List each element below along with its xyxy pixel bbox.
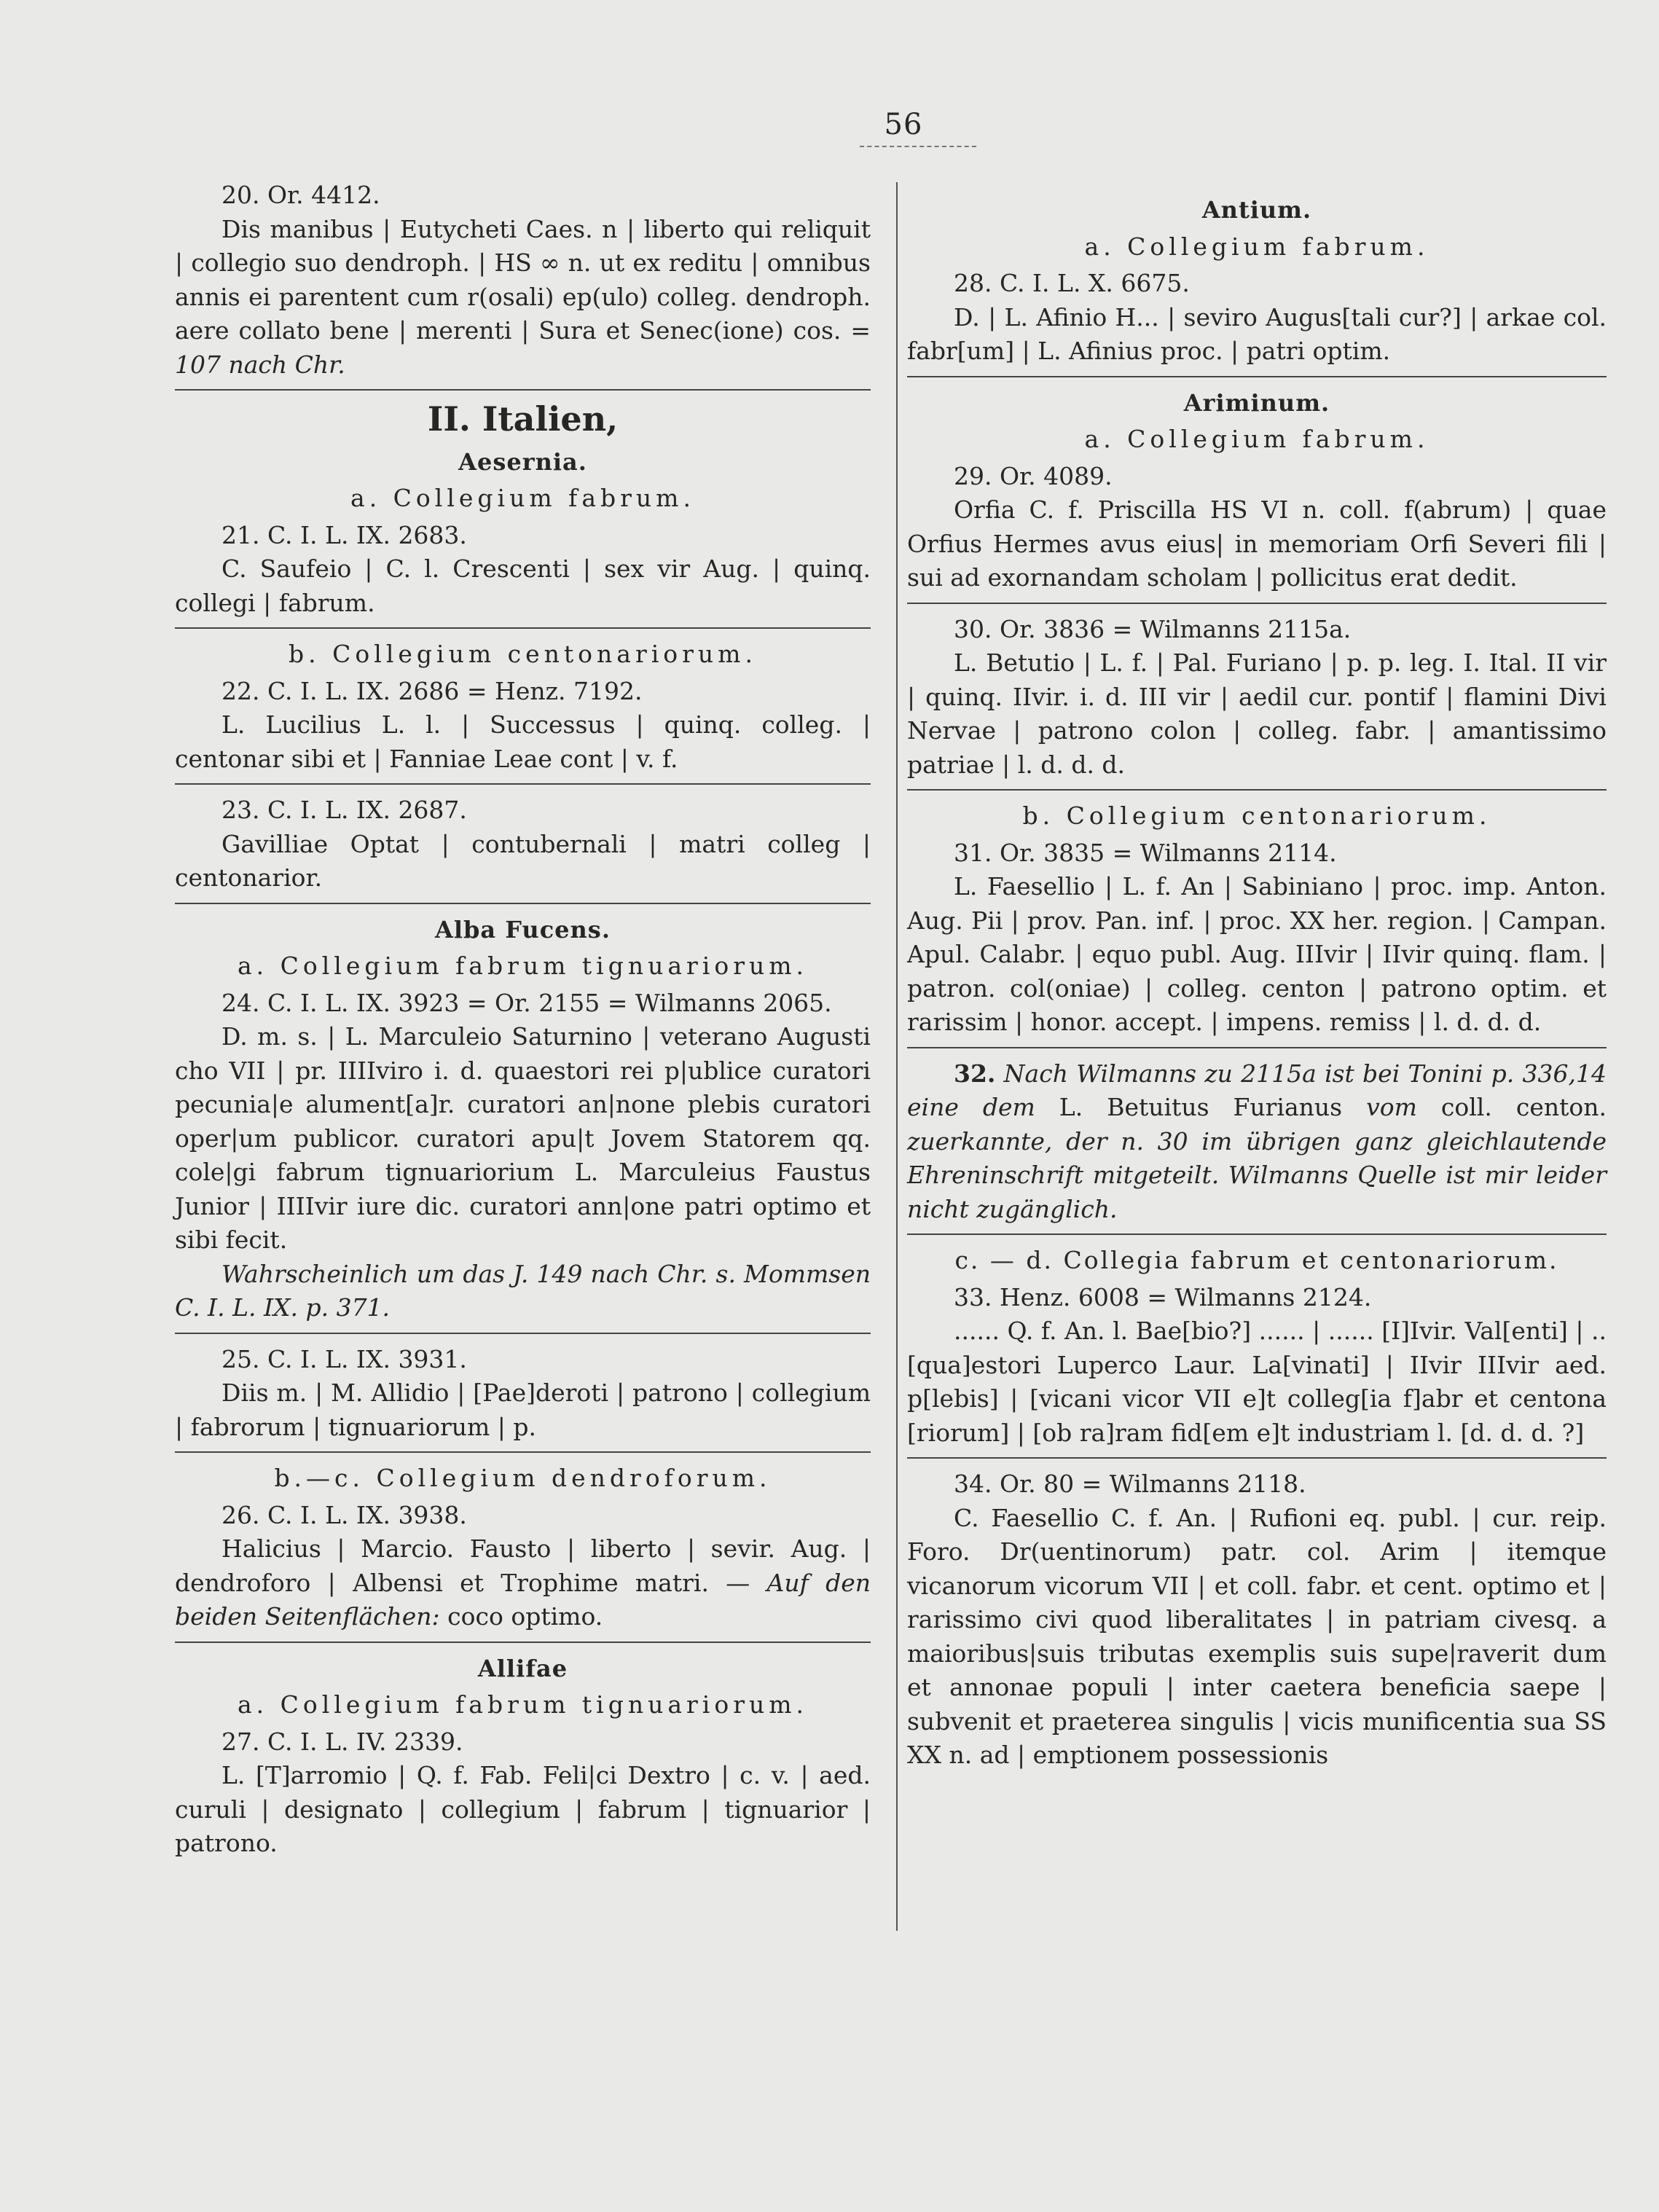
entry-26-head: 26. C. I. L. IX. 3938.: [221, 1500, 467, 1529]
entry-20-text: [175, 213, 871, 383]
rule: [175, 783, 871, 785]
entry-25-text: Diis m. | M. Allidio | [Pae]deroti | patrono | collegium | fabrorum | tignuariorum | p.: [175, 1378, 871, 1441]
entry-21: [175, 519, 871, 621]
entry-27-head: 27. C. I. L. IV. 2339.: [221, 1727, 463, 1756]
rule: [907, 376, 1607, 377]
entry-33: [907, 1281, 1607, 1451]
entry-32: [907, 1057, 1607, 1227]
entry-26: [175, 1499, 871, 1634]
entry-32-mid-1: L. Betuitus Furianus: [1035, 1093, 1367, 1121]
subheading-allifae-a: a. Collegium fabrum tignuariorum.: [237, 1690, 809, 1719]
entry-21-text: C. Saufeio | C. l. Crescenti | sex vir Aug. | quinq. collegi | fabrum.: [175, 554, 871, 617]
rule: [907, 789, 1607, 791]
entry-25: [175, 1343, 871, 1445]
entry-30-head: 30. Or. 3836 = Wilmanns 2115a.: [954, 614, 1352, 643]
rule: [907, 1047, 1607, 1048]
rule: [175, 903, 871, 904]
entry-24-head: 24. C. I. L. IX. 3923 = Or. 2155 = Wilmanns 2065.: [221, 988, 832, 1017]
left-column: [175, 179, 871, 1861]
entry-32-text: [907, 1057, 1607, 1227]
rule: [175, 1333, 871, 1334]
entry-30: [907, 613, 1607, 783]
rule: [175, 627, 871, 629]
subheading-aesernia-b: b. Collegium centonariorum.: [289, 640, 757, 668]
entry-23-text: Gavilliae Optat | contubernali | matri colleg | centonarior.: [175, 829, 871, 892]
entry-28: [907, 267, 1607, 369]
entry-34: [907, 1467, 1607, 1773]
entry-31: [907, 836, 1607, 1040]
entry-32-number: 32.: [954, 1059, 996, 1088]
entry-31-text: L. Faesellio | L. f. An | Sabiniano | proc. imp. Anton. Aug. Pii | prov. Pan. inf. | proc. XX her. region. | Campan. Apul. Calabr. | equo publ. Aug. IIIvir | IIvir quinq. flam. | patron. col(oniae) | colleg. centon | patrono optim. et rarissim | honor. accept. | impens. remiss | l. d. d. d.: [907, 872, 1607, 1036]
entry-24: [175, 987, 871, 1325]
entry-23: [175, 793, 871, 895]
place-ariminum: Ariminum.: [1183, 388, 1330, 417]
place-allifae: Allifae: [477, 1654, 568, 1682]
entry-24-note: Wahrscheinlich um das J. 149 nach Chr. s. Mommsen C. I. L. IX. p. 371.: [175, 1259, 871, 1322]
entry-29-text: Orfia C. f. Priscilla HS VI n. coll. f(abrum) | quae Orfius Hermes avus eius| in memoriam Orfi Severi fili | sui ad exornandam scholam | pollicitus erat dedit.: [907, 495, 1607, 592]
entry-23-head: 23. C. I. L. IX. 2687.: [221, 796, 467, 824]
rule: [175, 1642, 871, 1643]
rule: [907, 603, 1607, 604]
column-divider: [896, 182, 898, 1931]
subheading-alba-a: a. Collegium fabrum tignuariorum.: [237, 952, 809, 980]
entry-22-text: L. Lucilius L. l. | Successus | quinq. colleg. | centonar sibi et | Fanniae Leae cont | v. f.: [175, 710, 871, 773]
entry-26-body: Halicius | Marcio. Fausto | liberto | sevir. Aug. | dendroforo | Albensi et Trophime matri. —: [175, 1534, 871, 1597]
entry-22-head: 22. C. I. L. IX. 2686 = Henz. 7192.: [221, 676, 643, 705]
entry-29: [907, 460, 1607, 595]
right-column: [907, 193, 1607, 1773]
entry-22: [175, 675, 871, 777]
entry-29-head: 29. Or. 4089.: [954, 461, 1113, 490]
entry-26-text: [175, 1532, 871, 1634]
entry-20-note: 107 nach Chr.: [175, 350, 345, 379]
entry-33-text: ...... Q. f. An. l. Bae[bio?] ...... | ...... [I]Ivir. Val[enti] | .. [qua]estori Luperco Laur. La[vinati] | IIvir IIIvir aed. p[lebis] | [vicani vicor VII e]t colleg[ia f]abr et centona [riorum] | [ob ra]ram fid[em e]t industriam l. [d. d. d. ?]: [907, 1317, 1607, 1447]
subheading-ariminum-cd: c. — d. Collegia fabrum et centonariorum.: [954, 1246, 1559, 1274]
rule: [175, 1451, 871, 1453]
entry-33-head: 33. Henz. 6008 = Wilmanns 2124.: [954, 1282, 1372, 1311]
place-alba-fucens: Alba Fucens.: [435, 915, 611, 944]
entry-34-text: C. Faesellio C. f. An. | Rufioni eq. publ. | cur. reip. Foro. Dr(uentinorum) patr. col. Arim | itemque vicanorum vicorum VII | et coll. fabr. et cent. optimo et | rarissimo civi quod liberalitates | in patriam civesq. a maioribus|suis tributas exemplis suis supe|raverit dum et annonae populi | inter caetera beneficia saepe | subvenit et praeterea singulis | vicis munificentia sua SS XX n. ad | emptionem possessionis: [907, 1503, 1607, 1769]
entry-32-mid-2: coll. centon.: [1416, 1093, 1607, 1121]
entry-20-body: Dis manibus | Eutycheti Caes. n | liberto qui reliquit | collegio suo dendroph. | HS ∞ n. ut ex reditu | omnibus annis ei parentent cum r(osali) ep(ulo) colleg. dendroph. aere collato bene | merenti | Sura et Senec(ione) cos. =: [175, 214, 871, 345]
entry-28-text: D. | L. Afinio H... | seviro Augus[tali cur?] | arkae col. fabr[um] | L. Afinius proc. | patri optim.: [907, 302, 1607, 365]
entry-31-head: 31. Or. 3835 = Wilmanns 2114.: [954, 838, 1337, 867]
entry-30-text: L. Betutio | L. f. | Pal. Furiano | p. p. leg. I. Ital. II vir | quinq. IIvir. i. d. III vir | aedil cur. pontif | flamini Divi Nervae | patrono colon | colleg. fabr. | amantissimo patriae | l. d. d. d.: [907, 648, 1607, 779]
subheading-antium-a: a. Collegium fabrum.: [1084, 232, 1429, 261]
entry-26-note: Auf den beiden Seitenflächen:: [175, 1568, 871, 1631]
subheading-aesernia-a: a. Collegium fabrum.: [350, 484, 695, 512]
entry-26-body-2: coco optimo.: [439, 1602, 603, 1631]
subheading-alba-bc: b.—c. Collegium dendroforum.: [274, 1464, 772, 1492]
subheading-ariminum-a: a. Collegium fabrum.: [1084, 425, 1429, 453]
entry-21-head: 21. C. I. L. IX. 2683.: [221, 520, 467, 549]
rule: [907, 1457, 1607, 1459]
entry-20: [175, 179, 871, 382]
place-antium: Antium.: [1201, 196, 1312, 224]
place-aesernia: Aesernia.: [458, 447, 587, 476]
section-title: II. Italien,: [427, 399, 619, 439]
entry-32-note-b: vom: [1366, 1093, 1417, 1121]
entry-32-note-a: Nach Wilmanns zu 2115a ist bei Tonini p. 336,14 eine dem: [907, 1059, 1607, 1121]
page-number: 56: [860, 108, 947, 147]
entry-28-head: 28. C. I. L. X. 6675.: [954, 269, 1190, 297]
entry-34-head: 34. Or. 80 = Wilmanns 2118.: [954, 1470, 1306, 1498]
entry-27: [175, 1725, 871, 1861]
rule: [175, 389, 871, 391]
entry-20-head: 20. Or. 4412.: [221, 181, 380, 209]
entry-27-text: L. [T]arromio | Q. f. Fab. Feli|ci Dextro | c. v. | aed. curuli | designato | collegium | fabrum | tignuarior | patrono.: [175, 1761, 871, 1857]
entry-24-text: D. m. s. | L. Marculeio Saturnino | veterano Augusti cho VII | pr. IIIIviro i. d. quaestori rei p|ublice curatori pecunia|e alument[a]r. curatori an|none plebis curatori oper|um publicor. curatori apu|t Jovem Statorem qq. cole|gi fabrum tignuariorium L. Marculeius Faustus Junior | IIIIvir iure dic. curatori ann|one patri optimo et sibi fecit.: [175, 1022, 871, 1254]
rule: [907, 1234, 1607, 1235]
subheading-ariminum-b: b. Collegium centonariorum.: [1022, 801, 1491, 830]
entry-32-note-c: zuerkannte, der n. 30 im übrigen ganz gleichlautende Ehreninschrift mitgeteilt. Wilmanns Quelle ist mir leider nicht zugänglich.: [907, 1126, 1607, 1223]
entry-25-head: 25. C. I. L. IX. 3931.: [221, 1344, 467, 1373]
